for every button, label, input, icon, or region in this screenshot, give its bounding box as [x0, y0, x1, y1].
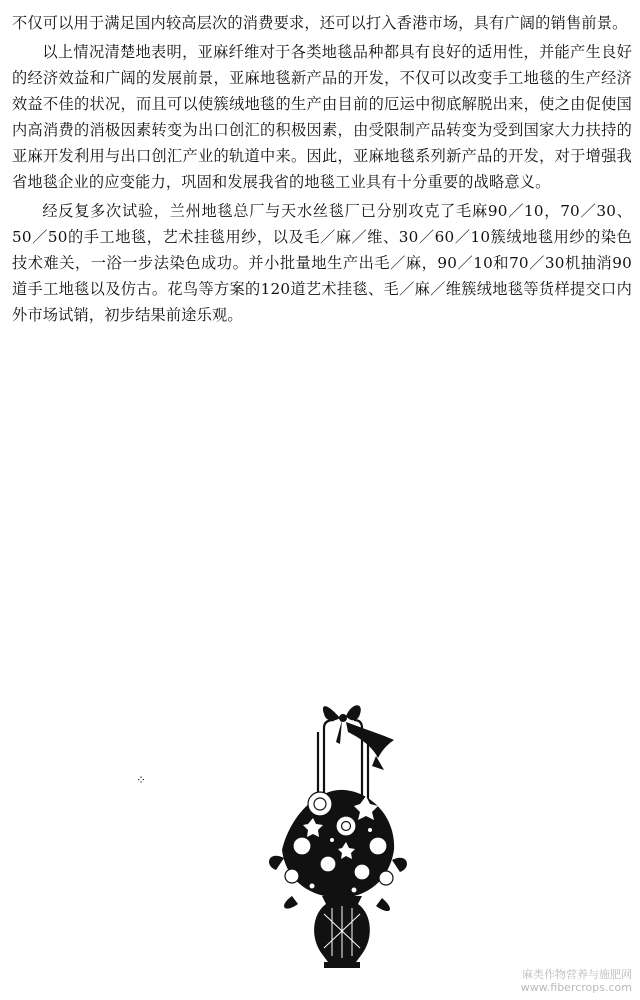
watermark-url: www.fibercrops.com — [520, 981, 632, 994]
flower-basket-vase-icon — [262, 700, 412, 972]
bow-icon — [323, 705, 394, 770]
vase-icon — [314, 896, 370, 968]
ink-speck-icon: ⁘ — [136, 773, 147, 787]
paragraph-1: 不仅可以用于满足国内较高层次的消费要求，还可以打入香港市场，具有广阔的销售前景。 — [12, 14, 628, 32]
paragraph-2: 以上情况清楚地表明，亚麻纤维对于各类地毯品种都具有良好的适用性，并能产生良好的经济效益和广阔的发展前景，亚麻地毯新产品的开发，不仅可以改变手工地毯的生产经济效益不佳的状况，而且可以使簇绒地毯的生产由目前的厄运中彻底解脱出来，使之由促使国内高消费的消极因素转变为出口创汇的积极因素，由受限制产品转变为受到国家大力扶持的亚麻开发利用与出口创汇产业的轨道中来。因此，亚麻地毯系列新产品的开发，对于增强我省地毯企业的应变能力，巩固和发展我省的地毯工业具有十分重要的战略意义。 — [12, 43, 632, 191]
flower-cluster — [269, 790, 407, 911]
watermark-site-name: 麻类作物营养与施肥网 — [522, 968, 632, 981]
article-body — [12, 10, 632, 331]
paragraph-3: 经反复多次试验，兰州地毯总厂与天水丝毯厂已分别攻克了毛麻90／10，70／30、50／50的手工地毯，艺术挂毯用纱，以及毛／麻／维、30／60／10簇绒地毯用纱的染色技术难关，一浴一步法染色成功。并小批量地生产出毛／麻，90／10和70／30机抽消90道手工地毯以及仿古。花鸟等方案的120道艺术挂毯、毛／麻／维簇绒地毯等货样提交口内外市场试销，初步结果前途乐观。 — [12, 202, 632, 324]
watermark — [521, 968, 632, 994]
